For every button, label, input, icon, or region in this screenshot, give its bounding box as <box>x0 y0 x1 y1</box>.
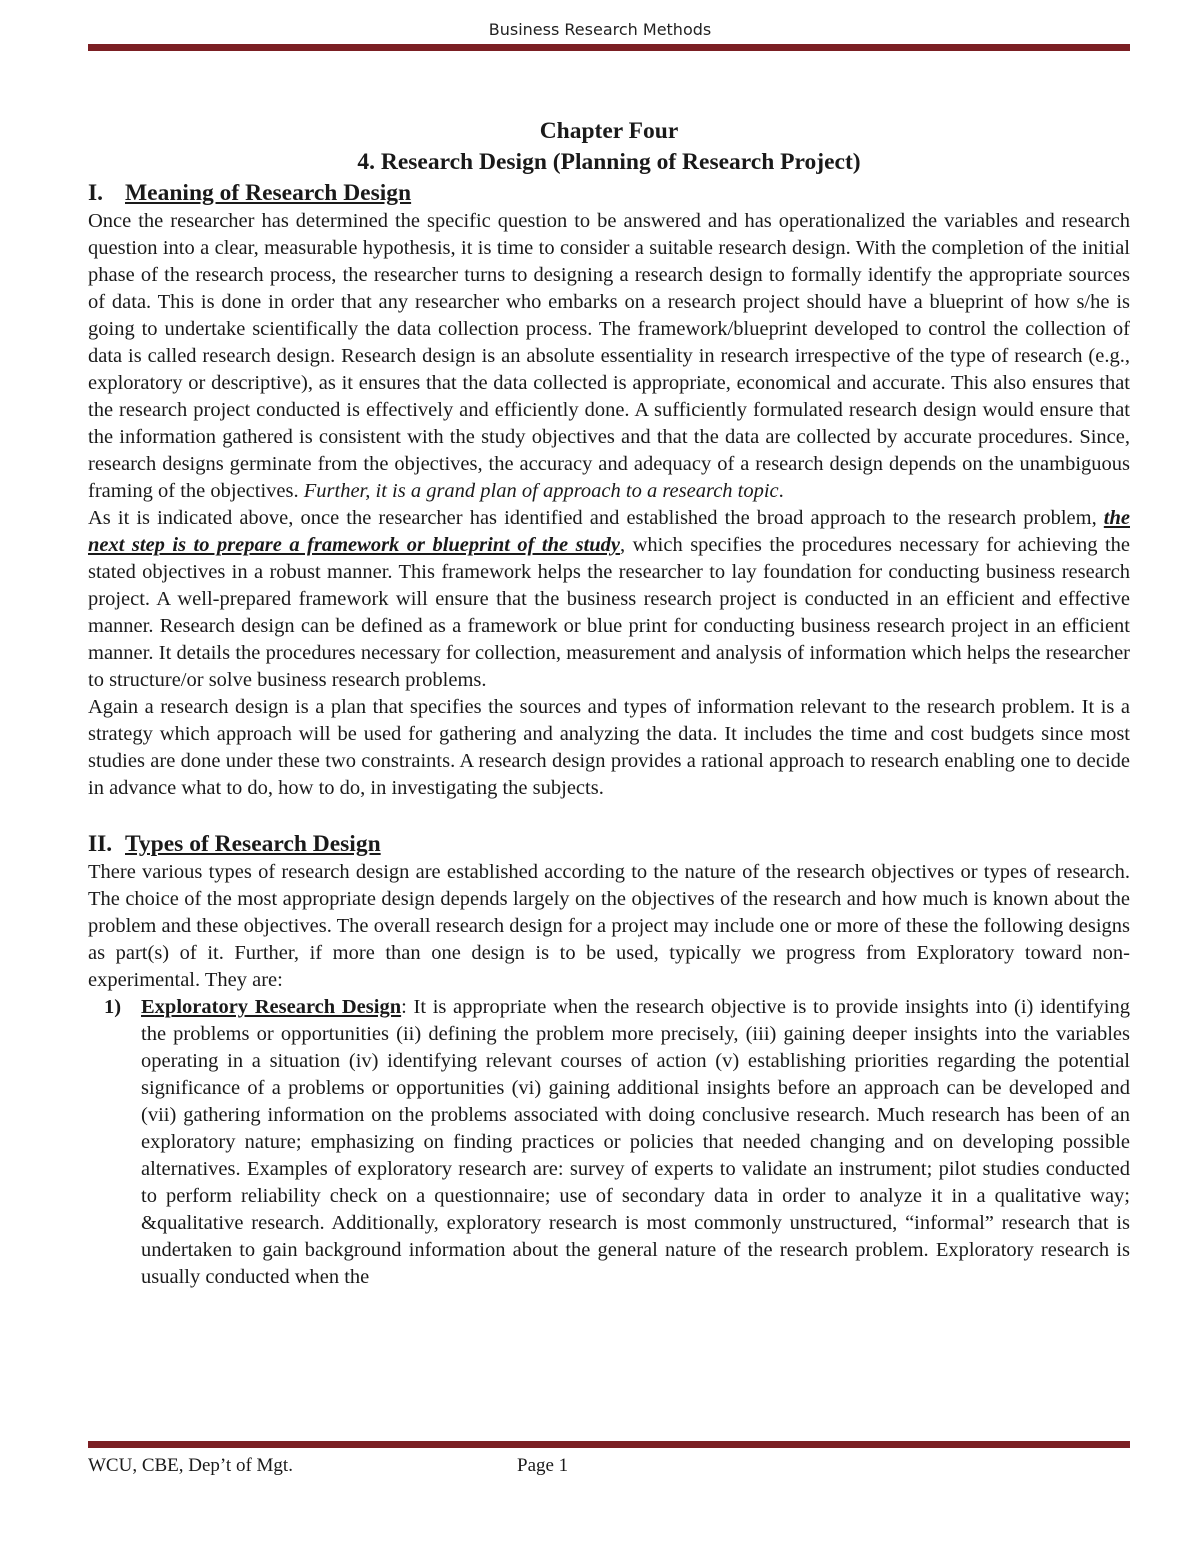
paragraph <box>88 208 1130 505</box>
list-term: Exploratory Research Design <box>141 996 402 1018</box>
list-text: It is appropriate when the research objective is to provide insights into (i) identifying the problems or opportunities (ii) defining the problem more precisely, (iii) gaining deeper insights into the variables operating in a situation (iv) identifying relevant courses of action (v) establishing priorities regarding the potential significance of a problems or opportunities (vi) gaining additional insights before an approach can be developed and (vii) gathering information on the problems associated with doing conclusive research. Much research has been of an exploratory nature; emphasizing on finding practices or policies that needed changing and on developing possible alternatives. Examples of exploratory research are: survey of experts to validate an instrument; pilot studies conducted to perform reliability check on a questionnaire; use of secondary data in order to analyze it in a qualitative way; &qualitative research. Additionally, exploratory research is most commonly unstructured, “informal” research that is undertaken to gain background information about the general nature of the research problem. Exploratory research is usually conducted when the <box>141 996 1131 1288</box>
section-title: Types of Research Design <box>125 831 381 857</box>
running-header: Business Research Methods <box>488 20 712 39</box>
paragraph: Again a research design is a plan that specifies the sources and types of information relevant to the research problem. It is a strategy which approach will be used for gathering and analyzing the data. It includes the time and cost budgets since most studies are done under these two constraints. A research design provides a rational approach to research enabling one to decide in advance what to do, how to do, in investigating the subjects. <box>88 696 1130 799</box>
section-number: II. <box>88 831 113 857</box>
paragraph <box>88 505 1130 694</box>
spacer <box>88 802 1130 829</box>
paragraph-text: Once the researcher has determined the specific question to be answered and has operationalized the variables and research question into a clear, measurable hypothesis, it is time to consider a suitable research design. With the completion of the initial phase of the research process, the researcher turns to designing a research design to formally identify the appropriate sources of data. This is done in order that any researcher who embarks on a research project should have a blueprint of how s/he is going to undertake scientifically the data collection process. The framework/blueprint developed to control the collection of data is called research design. Research design is an absolute essentiality in research irrespective of the type of research (e.g., exploratory or descriptive), as it ensures that the data collected is appropriate, economical and accurate. This also ensures that the research project conducted is effectively and efficiently done. A sufficiently formulated research design would ensure that the information gathered is consistent with the study objectives and that the data are collected by accurate procedures. Since, research designs germinate from the objectives, the accuracy and adequacy of a research design depends on the unambiguous framing of the objectives. <box>88 210 1130 502</box>
chapter-label: Chapter Four <box>539 118 679 144</box>
list-item <box>88 994 1130 1291</box>
footer-department: WCU, CBE, Dep’t of Mgt. <box>88 1455 293 1476</box>
section-heading-meaning <box>88 178 1130 208</box>
paragraph: There various types of research design are established according to the nature of the research objectives or types of research. The choice of the most appropriate design depends largely on the objectives of the research and how much is known about the problem and these objectives. The overall research design for a project may include one or more of these the following designs as part(s) of it. Further, if more than one design is to be used, typically we progress from Exploratory toward non-experimental. They are: <box>88 861 1130 991</box>
paragraph-text: As it is indicated above, once the researcher has identified and established the broad approach to the research problem, <box>88 507 1104 529</box>
section-title: Meaning of Research Design <box>125 180 412 206</box>
section-heading-types <box>88 829 1130 859</box>
list-marker: 1) <box>104 996 122 1018</box>
italic-text: Further, it is a grand plan of approach to a research topic <box>303 480 779 502</box>
footer-rule <box>88 1441 1130 1448</box>
page-number: Page 1 <box>517 1455 569 1476</box>
chapter-title: 4. Research Design (Planning of Research Project) <box>357 149 861 175</box>
emphasized-text: the next step is to prepare a framework or blueprint of the study <box>88 507 1130 556</box>
page-body <box>88 116 1130 1291</box>
period: . <box>778 480 784 502</box>
list-colon: : <box>401 996 407 1018</box>
section-number: I. <box>88 180 104 206</box>
header-rule <box>88 44 1130 51</box>
paragraph-text: , which specifies the procedures necessary for achieving the stated objectives in a robust manner. This framework helps the researcher to lay foundation for conducting business research project. A well-prepared framework will ensure that the business research project is conducted in an efficient and effective manner. Research design can be defined as a framework or blue print for conducting business research project in an efficient manner. It details the procedures necessary for collection, measurement and analysis of information which helps the researcher to structure/or solve business research problems. <box>88 534 1130 691</box>
